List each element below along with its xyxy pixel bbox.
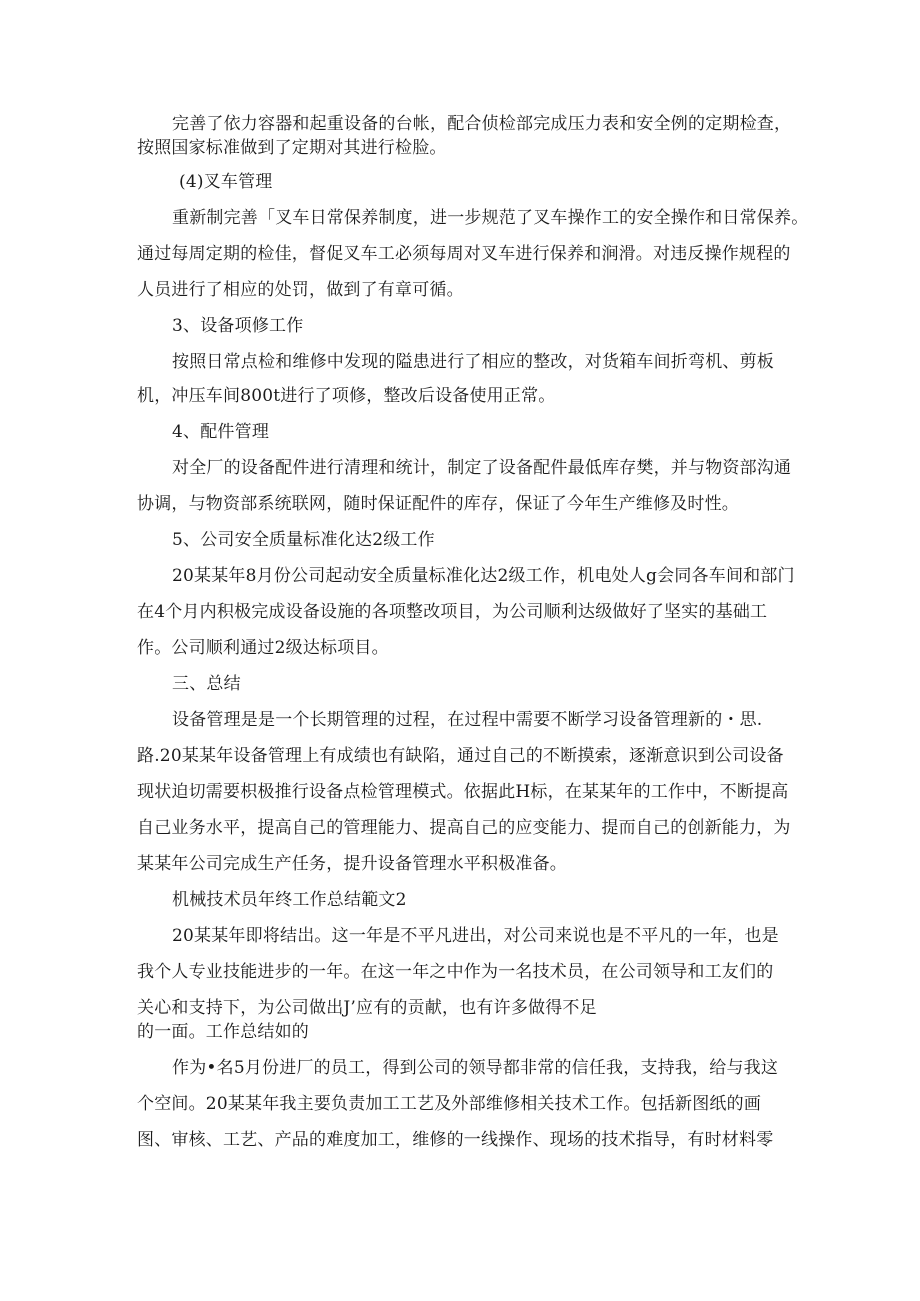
paragraph-line: 个空间。20某某年我主要负责加工工艺及外部维修相关技术工作。包括新图纸的画 <box>137 1094 762 1114</box>
paragraph-line: 作为•名5月份进厂的员工，得到公司的领导都非常的信任我，支持我，给与我这 <box>172 1058 779 1078</box>
paragraph-line: 作。公司顺利通过2级达标项目。 <box>137 638 389 658</box>
paragraph-line: 在4个月内积极完成设备设施的各项整改项目，为公司顺利达级做好了坚实的基础工 <box>137 602 768 622</box>
paragraph-line: 我个人专业技能进步的一年。在这一年之中作为一名技术员，在公司领导和工友们的 <box>137 962 774 982</box>
paragraph-line: 20某某年即将结岀。这一年是不平凡进出，对公司来说也是不平凡的一年，也是 <box>172 926 779 946</box>
section-heading: 3、设备项修工作 <box>172 316 304 336</box>
paragraph-line: 关心和支持下，为公司做出J’应有的贡献，也有许多做得不足 <box>137 998 597 1018</box>
section-heading: (4)叉车管理 <box>179 172 273 192</box>
paragraph-line: 现状迫切需要枳极推行设备点检管理模式。依据此H标，在某某年的工作中，不断提高 <box>137 782 789 802</box>
paragraph-line: 机，冲压车间800t进行了项修，整改后设备使用正常。 <box>137 386 556 406</box>
paragraph-line: 按照国家标准做到了定期对其进行检脸。 <box>137 138 447 158</box>
paragraph-line: 协调，与物资部系统联网，随时保证配件的库存，保证了今年生产维修及时性。 <box>137 494 739 514</box>
paragraph-line: 20某某年8月份公司起动安全质量标准化达2级工作，机电处人g会同各车间和部门 <box>172 566 795 586</box>
paragraph-line: 重新制完善「叉车日常保养制度，进一步规范了叉车操作工的安全操作和日常保养。 <box>172 208 809 228</box>
paragraph-line: 设备管理是是一个长期管理的过程，在过程中需要不断学习设备管理新的・思. <box>172 710 763 730</box>
paragraph-line: 的一面。工作总结如的 <box>137 1022 309 1042</box>
paragraph-line: 自己业务水平，提高自己的管理能力、提高自己的应变能力、提而自己的创新能力，为 <box>137 818 791 838</box>
paragraph-line: 通过每周定期的检佳，督促叉车工必须每周对叉车进行保养和涧滑。对违反操作规程的 <box>137 244 791 264</box>
paragraph-line: 图、审核、工艺、产品的难度加工，维修的一线操作、现场的技术指导，有时材料零 <box>137 1130 774 1150</box>
section-heading: 4、配件管理 <box>172 422 270 442</box>
paragraph-line: 对全厂的设备配件进行清理和统计，制定了设备配件最低库存樊，并与物资部沟通 <box>172 458 792 478</box>
section-heading: 5、公司安全质量标准化达2级工作 <box>172 530 435 550</box>
paragraph-line: 完善了依力容器和起重设备的台帐，配合侦检部完成压力表和安全例的定期检查， <box>172 114 792 134</box>
paragraph-line: 路.20某某年设备管理上有成绩也有缺陷，通过自己的不断摸索，逐渐意识到公司设备 <box>137 746 784 766</box>
paragraph-line: 按照日常点检和维修中发现的隘患进行了相应的整改，对货箱车间折弯机、剪板 <box>172 352 774 372</box>
paragraph-line: 人员进行了相应的处罚，做到了有章可循。 <box>137 280 464 300</box>
document-title: 机械技术员年终工作总结範文2 <box>172 890 407 910</box>
paragraph-line: 某某年公司完成生产任务，提升设备管理水平积极准备。 <box>137 854 567 874</box>
section-heading: 三、总结 <box>172 674 241 694</box>
